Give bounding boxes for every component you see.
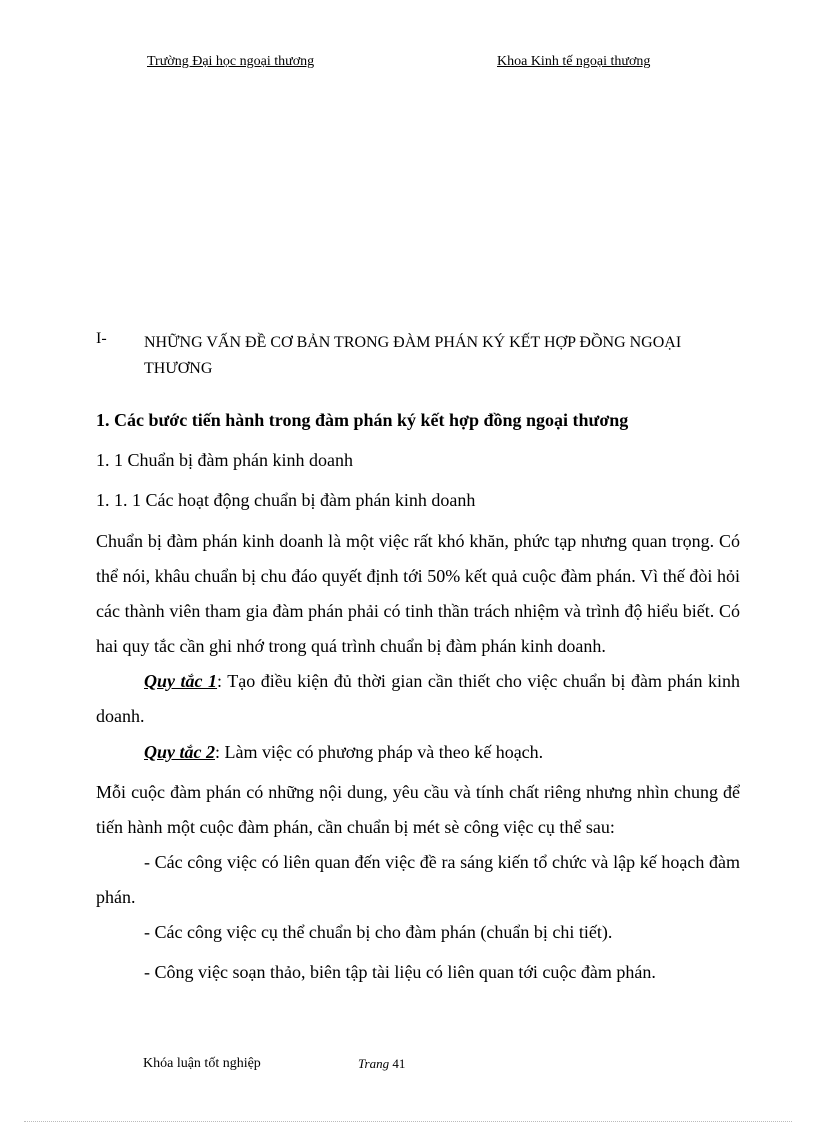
rule-2-text: : Làm việc có phương pháp và theo kế hoạch. [215,742,544,762]
section-number: I- [96,330,107,347]
footer-page-label: Trang [358,1056,390,1071]
rule-2-paragraph [96,735,740,770]
rule-1-label: Quy tắc 1 [144,671,218,691]
header-faculty: Khoa Kinh tế ngoại thương [497,54,651,69]
heading-level-2: 1. 1 Chuẩn bị đàm phán kinh doanh [96,450,353,470]
rule-1-text: : Tạo điều kiện đủ thời gian cần thiết cho việc chuẩn bị đàm phán kinh doanh. [96,671,740,726]
intro-paragraph: Chuẩn bị đàm phán kinh doanh là một việc rất khó khăn, phức tạp nhưng quan trọng. Có thể nói, khâu chuẩn bị chu đáo quyết định tới 50% kết quả cuộc đàm phán. Vì thế đòi hỏi các thành viên tham gia đàm phán phải có tinh thần trách nhiệm và trình độ hiểu biết. Có hai quy tắc cần ghi nhớ trong quá trình chuẩn bị đàm phán kinh doanh. [96,531,740,656]
tasks-intro-paragraph: Mỗi cuộc đàm phán có những nội dung, yêu cầu và tính chất riêng nhưng nhìn chung để tiến hành một cuộc đàm phán, cần chuẩn bị mét sè công việc cụ thể sau: [96,782,740,837]
rule-1-paragraph [96,664,740,734]
header-university: Trường Đại học ngoại thương [147,54,315,69]
bullet-item: - Các công việc cụ thể chuẩn bị cho đàm phán (chuẩn bị chi tiết). [144,922,613,942]
footer-page-number [358,1056,405,1072]
bullet-item: - Công việc soạn thảo, biên tập tài liệu có liên quan tới cuộc đàm phán. [144,962,656,982]
heading-level-1: 1. Các bước tiến hành trong đàm phán ký kết hợp đồng ngoại thương [96,410,629,430]
footer-thesis-label: Khóa luận tốt nghiệp [143,1056,261,1071]
bullet-item: - Các công việc có liên quan đến việc đề ra sáng kiến tổ chức và lập kế hoạch đàm phán. [96,852,740,907]
heading-level-3: 1. 1. 1 Các hoạt động chuẩn bị đàm phán kinh doanh [96,490,476,510]
page-bottom-divider [24,1121,792,1122]
rule-2-label: Quy tắc 2 [144,742,215,762]
section-title: NHỮNG VẤN ĐỀ CƠ BẢN TRONG ĐÀM PHÁN KÝ KẾT HỢP ĐỒNG NGOẠI THƯƠNG [144,334,682,377]
footer-page-value: 41 [392,1056,406,1071]
